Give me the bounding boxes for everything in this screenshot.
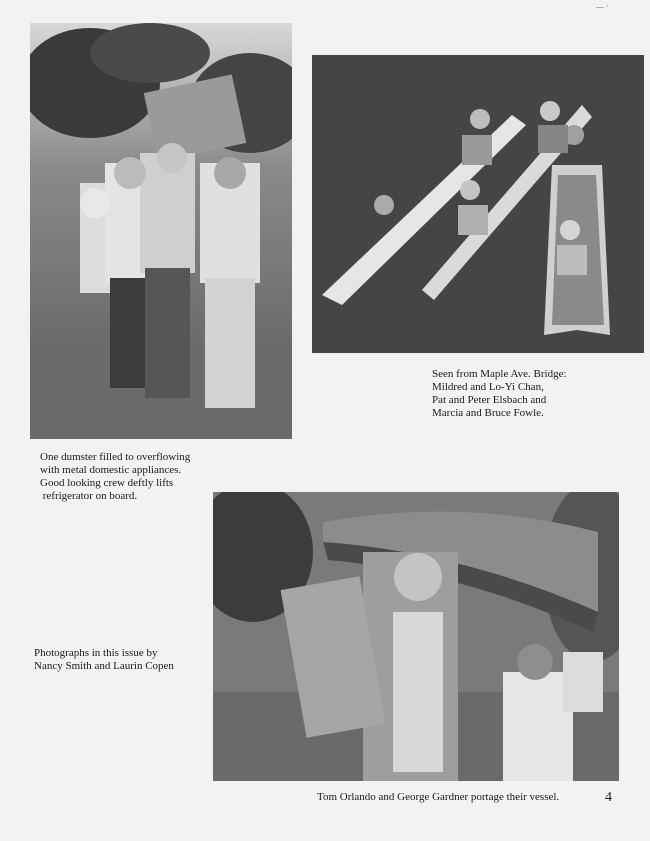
caption-line: with metal domestic appliances. (40, 464, 182, 476)
credits-line: Nancy Smith and Laurin Copen (34, 660, 174, 672)
caption-line: One dumster filled to overflowing (40, 451, 191, 463)
caption-line: refrigerator on board. (40, 490, 138, 502)
credits-line: Photographs in this issue by (34, 647, 158, 659)
caption-portage (317, 791, 559, 804)
caption-dumpster (40, 451, 190, 503)
caption-line: Marcia and Bruce Fowle. (432, 407, 544, 419)
corner-mark: — · (596, 2, 609, 11)
caption-line: Mildred and Lo-Yi Chan, (432, 381, 544, 393)
photo-dumpster-crew (30, 23, 292, 439)
caption-line: Tom Orlando and George Gardner portage their vessel. (317, 791, 560, 803)
dumpster-photo-image (30, 23, 292, 439)
caption-line: Seen from Maple Ave. Bridge: (432, 368, 567, 380)
caption-line: Pat and Peter Elsbach and (432, 394, 547, 406)
page-number: 4 (605, 790, 612, 805)
portage-photo-image (213, 492, 619, 781)
caption-canoes (432, 368, 567, 420)
photo-portage-vessel (213, 492, 619, 781)
caption-line: Good looking crew deftly lifts (40, 477, 174, 489)
photo-canoes-from-bridge (312, 55, 644, 353)
canoes-photo-image (312, 55, 644, 353)
photo-credits (34, 647, 174, 673)
